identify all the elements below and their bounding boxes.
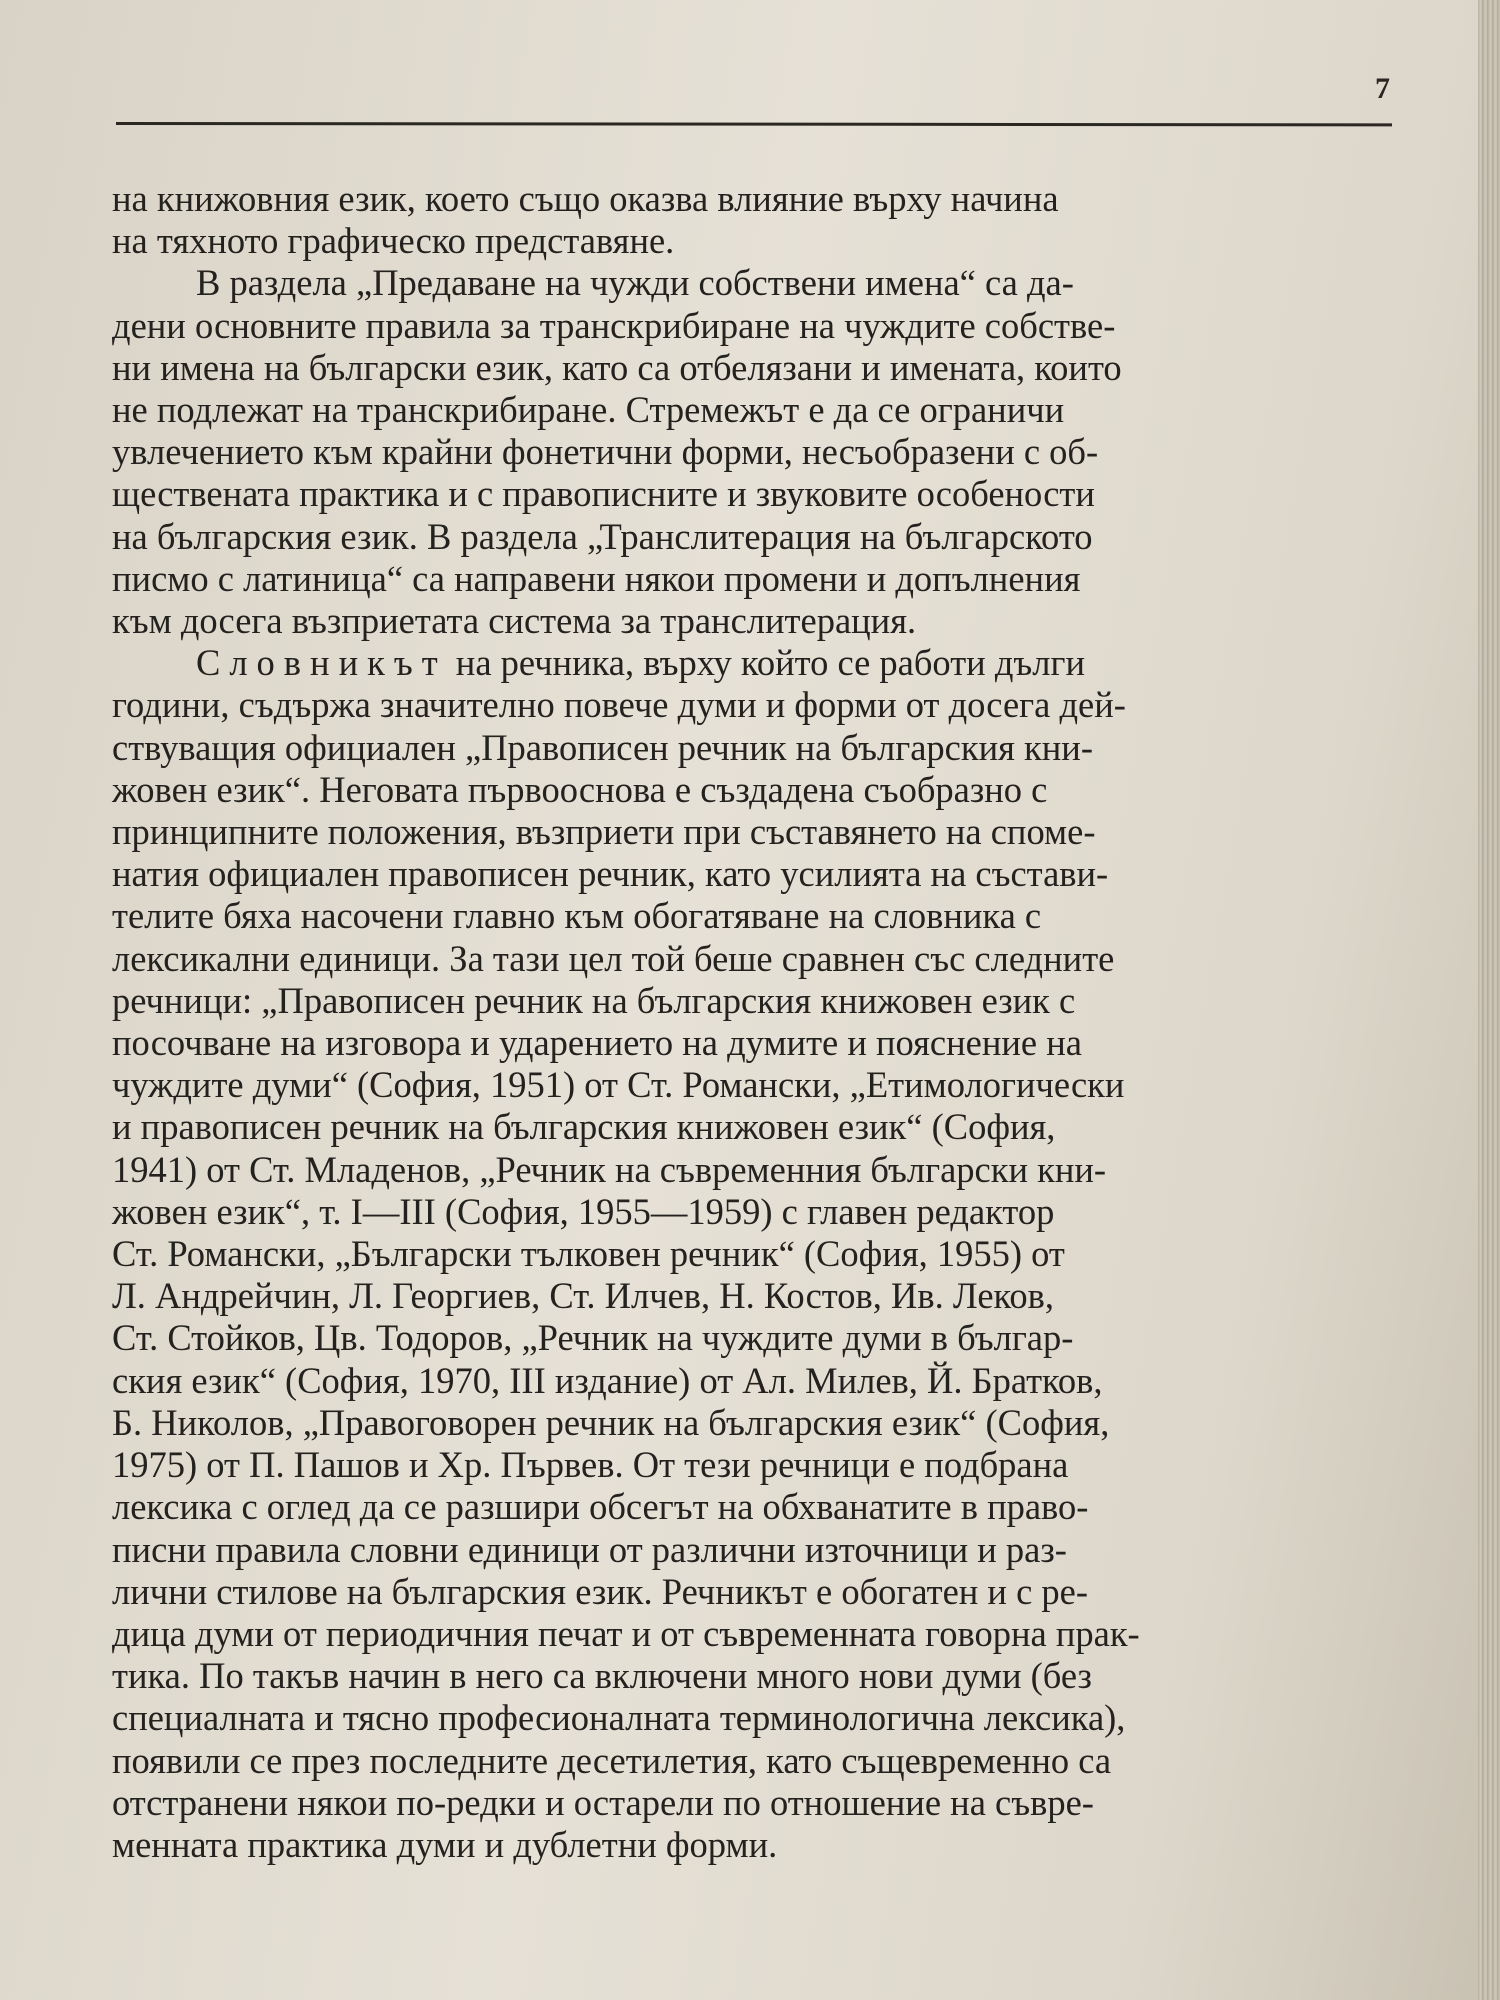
paragraph-transcription: [112, 262, 1402, 642]
text-line: 1975) от П. Пашов и Хр. Първев. От тези речници е подбрана: [112, 1444, 1069, 1486]
text-line: лични стилове на българския език. Речникът е обогатен и с ре-: [112, 1570, 1089, 1612]
text-line: на книжовния език, което също оказва влияние върху начина: [112, 178, 1059, 219]
text-line: тика. По такъв начин в него са включени много нови думи (без: [112, 1655, 1092, 1697]
text-line: на речника, върху който се работи дълги: [446, 642, 1085, 684]
header-rule: [116, 122, 1392, 126]
page-number: 7: [1375, 72, 1390, 105]
text-line: не подлежат на транскрибиране. Стремежът е да се ограничи: [112, 389, 1065, 431]
text-line: специалната и тясно професионалната терминологична лексика),: [112, 1697, 1126, 1739]
text-line: Б. Николов, „Правоговорен речник на българския език“ (София,: [112, 1401, 1110, 1443]
text-line: ни имена на български език, като са отбелязани и имената, които: [112, 346, 1122, 388]
text-line: лексикални единици. За тази цел той беше сравнен със следните: [112, 937, 1115, 979]
text-line: жовен език“, т. I—III (София, 1955—1959) с главен редактор: [112, 1190, 1055, 1232]
text-line: натия официален правописен речник, като усилията на състави-: [112, 853, 1109, 895]
text-line: увлечението към крайни фонетични форми, несъобразени с об-: [112, 431, 1099, 473]
text-line: чуждите думи“ (София, 1951) от Ст. Романски, „Етимологически: [112, 1064, 1125, 1106]
text-line: писни правила словни единици от различни източници и раз-: [112, 1528, 1067, 1570]
text-line: и правописен речник на българския книжовен език“ (София,: [112, 1106, 1056, 1148]
text-line: Л. Андрейчин, Л. Георгиев, Ст. Илчев, Н. Костов, Ив. Леков,: [112, 1275, 1055, 1317]
text-line: 1941) от Ст. Младенов, „Речник на съвременния български кни-: [112, 1148, 1107, 1190]
text-line: ществената практика и с правописните и звуковите особености: [112, 473, 1095, 515]
emphasized-term: Словникът: [196, 642, 447, 684]
text-line: телите бяха насочени главно към обогатяване на словника с: [112, 895, 1042, 937]
text-line: отстранени някои по-редки и остарели по отношение на съвре-: [112, 1781, 1094, 1823]
text-line: появили се през последните десетилетия, като същевременно са: [112, 1739, 1112, 1781]
text-line: Ст. Романски, „Български тълковен речник“ (София, 1955) от: [112, 1233, 1065, 1275]
text-line: посочване на изговора и ударението на думите и пояснение на: [112, 1022, 1082, 1064]
text-line: дени основните правила за транскрибиране на чуждите собстве-: [112, 304, 1116, 346]
paragraph-continuation: [112, 178, 1402, 262]
text-line: на тяхното графическо представяне.: [112, 220, 675, 262]
body-text: [112, 178, 1402, 1866]
text-line: на българския език. В раздела „Транслитерация на българското: [112, 515, 1093, 557]
text-line: менната практика думи и дублетни форми.: [112, 1823, 778, 1865]
text-line: принципните положения, възприети при съставянето на споме-: [112, 811, 1096, 853]
text-line: Ст. Стойков, Цв. Тодоров, „Речник на чуждите думи в българ-: [112, 1317, 1074, 1359]
text-line: В раздела „Предаване на чужди собствени имена“ са да-: [196, 262, 1074, 304]
paragraph-vocabulary-text: [112, 642, 1140, 1865]
text-line: речници: „Правописен речник на българския книжовен език с: [112, 979, 1076, 1021]
text-line: години, съдържа значително повече думи и форми от досега дей-: [112, 684, 1126, 726]
text-line: лексика с оглед да се разшири обсегът на обхванатите в право-: [112, 1486, 1089, 1528]
paragraph-vocabulary: [112, 642, 1402, 1866]
text-line: ствуващия официален „Правописен речник на българския кни-: [112, 726, 1093, 768]
text-line: дица думи от периодичния печат и от съвременната говорна прак-: [112, 1612, 1140, 1654]
text-line: към досега възприетата система за транслитерация.: [112, 600, 917, 642]
text-line: жовен език“. Неговата първооснова е създадена съобразно с: [112, 768, 1048, 810]
page-edge: [1478, 0, 1500, 2000]
text-line: ския език“ (София, 1970, III издание) от Ал. Милев, Й. Братков,: [112, 1359, 1103, 1401]
text-line: писмо с латиница“ са направени някои промени и допълнения: [112, 557, 1081, 599]
